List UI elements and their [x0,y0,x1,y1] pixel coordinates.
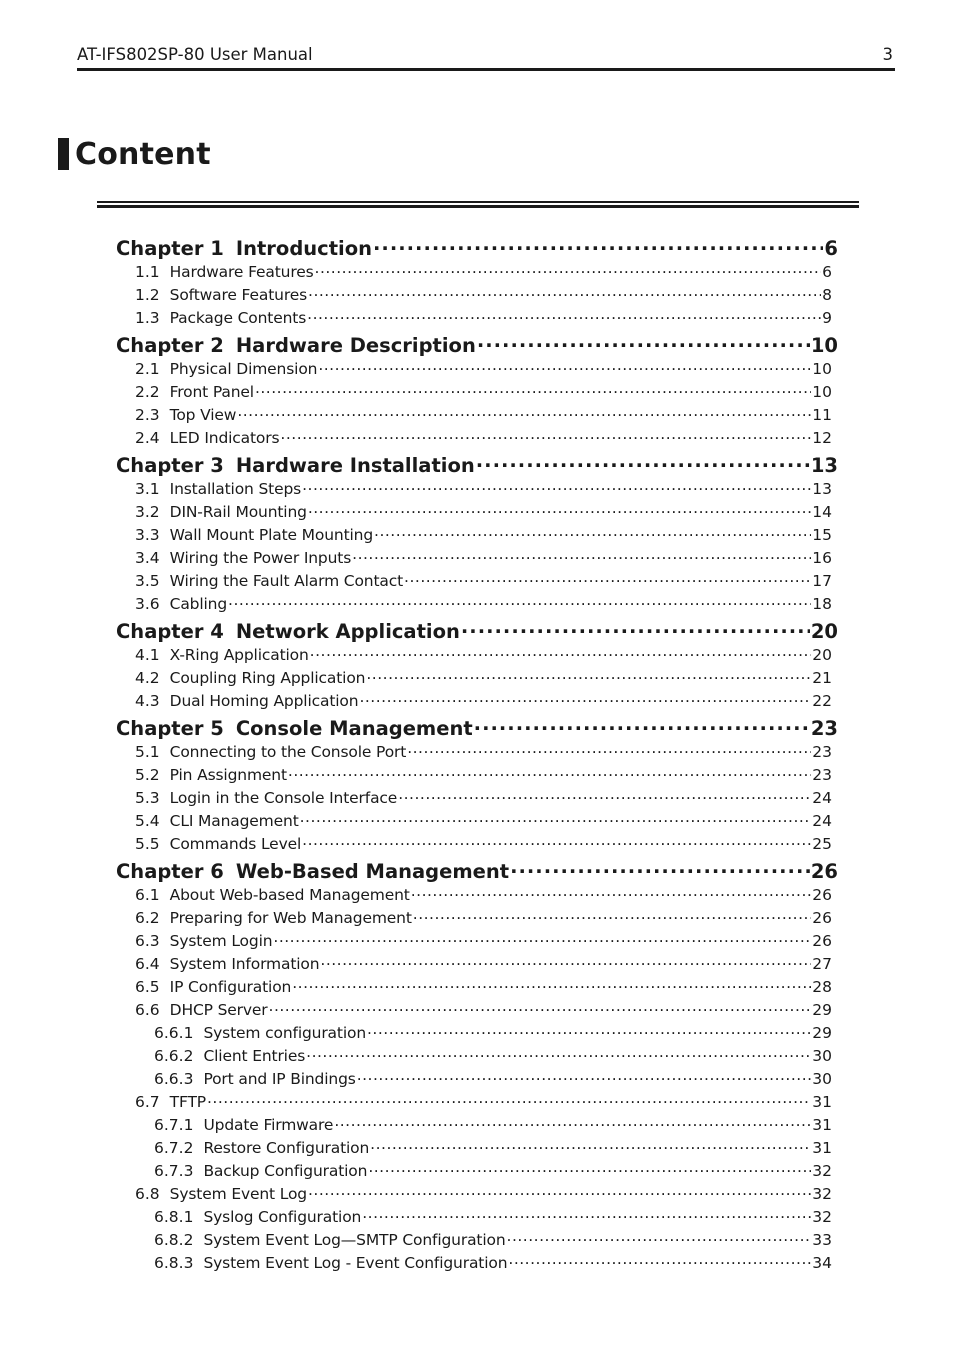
toc-dot-leader [398,787,811,803]
toc-entry-section[interactable] [116,907,838,930]
toc-entry-title: System Event Log [169,1184,307,1203]
toc-dot-leader [308,501,811,517]
toc-entry-sub[interactable] [116,1252,838,1275]
toc-entry-number: 6.6.3 [154,1069,194,1088]
toc-entry-page: 26 [812,885,832,904]
toc-entry-number: 5.4 [135,811,160,830]
toc-entry-section[interactable] [116,593,838,616]
toc-entry-section[interactable] [116,1183,838,1206]
toc-entry-title: Introduction [235,236,373,260]
toc-entry-page: 26 [810,859,838,883]
toc-entry-title: Restore Configuration [203,1138,370,1157]
toc-dot-leader [307,307,821,323]
toc-entry-page: 23 [812,765,832,784]
toc-entry-number: 4.2 [135,668,160,687]
toc-entry-number: 6.5 [135,977,160,996]
toc-entry-sub[interactable] [116,1206,838,1229]
toc-dot-leader [306,1045,811,1061]
toc-entry-title: TFTP [169,1092,206,1111]
toc-entry-title: Port and IP Bindings [203,1069,356,1088]
toc-entry-number: 5.1 [135,742,160,761]
toc-entry-section[interactable] [116,884,838,907]
toc-dot-leader [308,284,821,300]
toc-dot-leader [320,953,811,969]
toc-entry-page: 31 [812,1115,832,1134]
toc-entry-chapter[interactable] [116,713,838,741]
heading-divider [97,201,859,208]
toc-dot-leader [507,1229,812,1245]
toc-entry-page: 23 [810,716,838,740]
toc-entry-number: Chapter 5 [116,716,224,740]
toc-entry-number: 6.8.1 [154,1207,194,1226]
toc-entry-number: Chapter 2 [116,333,224,357]
toc-entry-page: 26 [812,931,832,950]
toc-entry-title: Front Panel [169,382,254,401]
toc-dot-leader [362,1206,811,1222]
toc-entry-page: 30 [812,1046,832,1065]
toc-entry-title: System Login [169,931,273,950]
toc-entry-title: Cabling [169,594,228,613]
toc-entry-number: 2.1 [135,359,160,378]
toc-entry-page: 12 [812,428,832,447]
toc-entry-sub[interactable] [116,1160,838,1183]
toc-entry-title: Backup Configuration [203,1161,368,1180]
toc-entry-title: Hardware Description [235,333,476,357]
toc-entry-number: 2.2 [135,382,160,401]
toc-entry-title: Connecting to the Console Port [169,742,407,761]
toc-dot-leader [368,1160,811,1176]
toc-entry-section[interactable] [116,261,838,284]
toc-dot-leader [334,1114,811,1130]
toc-dot-leader [352,547,811,563]
content-heading [58,136,211,172]
toc-entry-page: 34 [812,1253,832,1272]
toc-entry-sub[interactable] [116,1045,838,1068]
toc-entry-page: 9 [822,308,832,327]
document-title: AT-IFS802SP-80 User Manual [77,45,313,64]
toc-entry-number: 6.7.2 [154,1138,194,1157]
toc-entry-page: 24 [812,811,832,830]
toc-dot-leader [407,741,811,757]
toc-entry-title: System Information [169,954,320,973]
toc-entry-number: 6.7.1 [154,1115,194,1134]
toc-entry-page: 10 [810,333,838,357]
toc-entry-section[interactable] [116,570,838,593]
toc-entry-number: 6.8.3 [154,1253,194,1272]
toc-entry-page: 32 [812,1207,832,1226]
toc-dot-leader [207,1091,811,1107]
toc-entry-title: Web-Based Management [235,859,510,883]
toc-entry-page: 14 [812,502,832,521]
toc-entry-title: System Event Log - Event Configuration [203,1253,508,1272]
toc-entry-page: 10 [812,359,832,378]
toc-dot-leader [510,858,810,878]
toc-dot-leader [280,427,811,443]
toc-entry-section[interactable] [116,690,838,713]
toc-dot-leader [366,667,811,683]
toc-dot-leader [318,358,811,374]
toc-entry-page: 26 [812,908,832,927]
toc-entry-section[interactable] [116,404,838,427]
toc-dot-leader [413,907,811,923]
toc-entry-page: 8 [822,285,832,304]
toc-entry-page: 21 [812,668,832,687]
toc-entry-title: Commands Level [169,834,302,853]
toc-entry-page: 6 [824,236,838,260]
toc-entry-number: 3.2 [135,502,160,521]
toc-entry-number: 2.4 [135,428,160,447]
toc-entry-section[interactable] [116,644,838,667]
toc-entry-number: 3.6 [135,594,160,613]
toc-entry-title: DIN-Rail Mounting [169,502,307,521]
toc-entry-number: 6.8.2 [154,1230,194,1249]
toc-entry-page: 20 [812,645,832,664]
toc-entry-title: Wiring the Power Inputs [169,548,352,567]
toc-dot-leader [411,884,812,900]
toc-dot-leader [300,810,812,826]
toc-entry-number: 1.1 [135,262,160,281]
toc-entry-title: Network Application [235,619,460,643]
toc-entry-section[interactable] [116,810,838,833]
toc-entry-title: CLI Management [169,811,299,830]
toc-entry-title: LED Indicators [169,428,280,447]
toc-entry-chapter[interactable] [116,450,838,478]
toc-entry-title: X-Ring Application [169,645,309,664]
toc-dot-leader [315,261,822,277]
toc-entry-title: Pin Assignment [169,765,287,784]
toc-dot-leader [404,570,811,586]
toc-entry-section[interactable] [116,976,838,999]
toc-entry-section[interactable] [116,1091,838,1114]
toc-dot-leader [292,976,811,992]
toc-entry-number: Chapter 3 [116,453,224,477]
toc-dot-leader [308,1183,811,1199]
heading-title: Content [75,136,211,172]
toc-entry-number: 5.5 [135,834,160,853]
toc-dot-leader [373,235,823,255]
toc-dot-leader [508,1252,811,1268]
toc-entry-title: Hardware Features [169,262,314,281]
toc-entry-title: Dual Homing Application [169,691,359,710]
toc-entry-number: 3.5 [135,571,160,590]
toc-entry-sub[interactable] [116,1229,838,1252]
toc-dot-leader [269,999,812,1015]
toc-entry-title: Client Entries [203,1046,306,1065]
toc-entry-page: 16 [812,548,832,567]
toc-entry-title: Software Features [169,285,308,304]
toc-entry-title: Login in the Console Interface [169,788,398,807]
toc-dot-leader [367,1022,811,1038]
toc-entry-section[interactable] [116,358,838,381]
toc-dot-leader [273,930,811,946]
toc-entry-number: 6.2 [135,908,160,927]
toc-entry-sub[interactable] [116,1114,838,1137]
toc-entry-section[interactable] [116,787,838,810]
toc-entry-page: 13 [812,479,832,498]
toc-entry-page: 27 [812,954,832,973]
toc-entry-title: Coupling Ring Application [169,668,366,687]
toc-entry-number: 1.2 [135,285,160,304]
toc-entry-page: 30 [812,1069,832,1088]
toc-entry-section[interactable] [116,930,838,953]
toc-dot-leader [302,478,811,494]
page-number: 3 [882,45,893,64]
toc-entry-title: DHCP Server [169,1000,268,1019]
toc-entry-title: Preparing for Web Management [169,908,412,927]
toc-entry-page: 28 [812,977,832,996]
toc-entry-chapter[interactable] [116,233,838,261]
toc-entry-page: 10 [812,382,832,401]
toc-entry-number: 4.1 [135,645,160,664]
toc-entry-number: 6.4 [135,954,160,973]
toc-entry-page: 13 [810,453,838,477]
table-of-contents [116,233,838,1275]
toc-entry-page: 29 [812,1023,832,1042]
toc-entry-number: 5.3 [135,788,160,807]
toc-entry-page: 31 [812,1092,832,1111]
toc-entry-page: 25 [812,834,832,853]
toc-entry-title: Console Management [235,716,473,740]
toc-dot-leader [370,1137,811,1153]
toc-entry-number: 6.1 [135,885,160,904]
toc-entry-page: 31 [812,1138,832,1157]
toc-entry-number: Chapter 1 [116,236,224,260]
toc-entry-section[interactable] [116,284,838,307]
toc-dot-leader [474,715,810,735]
toc-entry-chapter[interactable] [116,330,838,358]
toc-dot-leader [288,764,811,780]
toc-entry-number: 1.3 [135,308,160,327]
toc-entry-page: 22 [812,691,832,710]
toc-entry-title: Wiring the Fault Alarm Contact [169,571,404,590]
toc-dot-leader [228,593,811,609]
toc-entry-title: Package Contents [169,308,307,327]
toc-entry-title: Top View [169,405,237,424]
toc-dot-leader [310,644,812,660]
toc-entry-number: 6.8 [135,1184,160,1203]
toc-entry-title: Physical Dimension [169,359,318,378]
toc-entry-title: Update Firmware [203,1115,334,1134]
toc-entry-section[interactable] [116,381,838,404]
toc-entry-number: 6.6.2 [154,1046,194,1065]
toc-entry-title: System configuration [203,1023,366,1042]
toc-dot-leader [255,381,811,397]
toc-entry-number: 6.7.3 [154,1161,194,1180]
toc-entry-page: 32 [812,1161,832,1180]
toc-entry-page: 18 [812,594,832,613]
toc-entry-number: 5.2 [135,765,160,784]
toc-entry-page: 17 [812,571,832,590]
heading-bar-marker [58,138,69,170]
toc-entry-title: System Event Log—SMTP Configuration [203,1230,506,1249]
toc-entry-number: 3.1 [135,479,160,498]
toc-entry-section[interactable] [116,547,838,570]
toc-entry-sub[interactable] [116,1137,838,1160]
toc-entry-page: 23 [812,742,832,761]
toc-entry-page: 15 [812,525,832,544]
toc-entry-number: Chapter 6 [116,859,224,883]
toc-entry-number: 4.3 [135,691,160,710]
toc-entry-sub[interactable] [116,1068,838,1091]
toc-entry-page: 32 [812,1184,832,1203]
page-header [77,44,895,71]
toc-entry-sub[interactable] [116,1022,838,1045]
toc-entry-page: 11 [812,405,832,424]
toc-entry-section[interactable] [116,833,838,856]
toc-entry-section[interactable] [116,999,838,1022]
toc-dot-leader [359,690,811,706]
toc-entry-section[interactable] [116,307,838,330]
toc-entry-number: 3.3 [135,525,160,544]
toc-entry-title: Syslog Configuration [203,1207,362,1226]
toc-dot-leader [476,452,810,472]
toc-entry-page: 33 [812,1230,832,1249]
toc-entry-page: 6 [822,262,832,281]
toc-entry-section[interactable] [116,741,838,764]
toc-entry-title: About Web-based Management [169,885,410,904]
toc-dot-leader [461,618,810,638]
toc-entry-title: Installation Steps [169,479,302,498]
toc-dot-leader [302,833,811,849]
toc-entry-number: 2.3 [135,405,160,424]
toc-entry-section[interactable] [116,953,838,976]
toc-entry-page: 20 [810,619,838,643]
toc-entry-number: Chapter 4 [116,619,224,643]
toc-entry-number: 6.6 [135,1000,160,1019]
toc-entry-section[interactable] [116,667,838,690]
toc-entry-chapter[interactable] [116,616,838,644]
toc-entry-section[interactable] [116,427,838,450]
toc-entry-number: 3.4 [135,548,160,567]
toc-dot-leader [374,524,811,540]
toc-entry-page: 24 [812,788,832,807]
toc-entry-section[interactable] [116,501,838,524]
toc-entry-number: 6.3 [135,931,160,950]
toc-dot-leader [357,1068,812,1084]
toc-entry-number: 6.6.1 [154,1023,194,1042]
toc-entry-chapter[interactable] [116,856,838,884]
toc-entry-title: Hardware Installation [235,453,475,477]
toc-entry-section[interactable] [116,478,838,501]
toc-entry-number: 6.7 [135,1092,160,1111]
toc-entry-page: 29 [812,1000,832,1019]
toc-dot-leader [477,332,810,352]
toc-entry-title: IP Configuration [169,977,292,996]
toc-entry-section[interactable] [116,524,838,547]
toc-dot-leader [237,404,811,420]
toc-entry-title: Wall Mount Plate Mounting [169,525,374,544]
toc-entry-section[interactable] [116,764,838,787]
